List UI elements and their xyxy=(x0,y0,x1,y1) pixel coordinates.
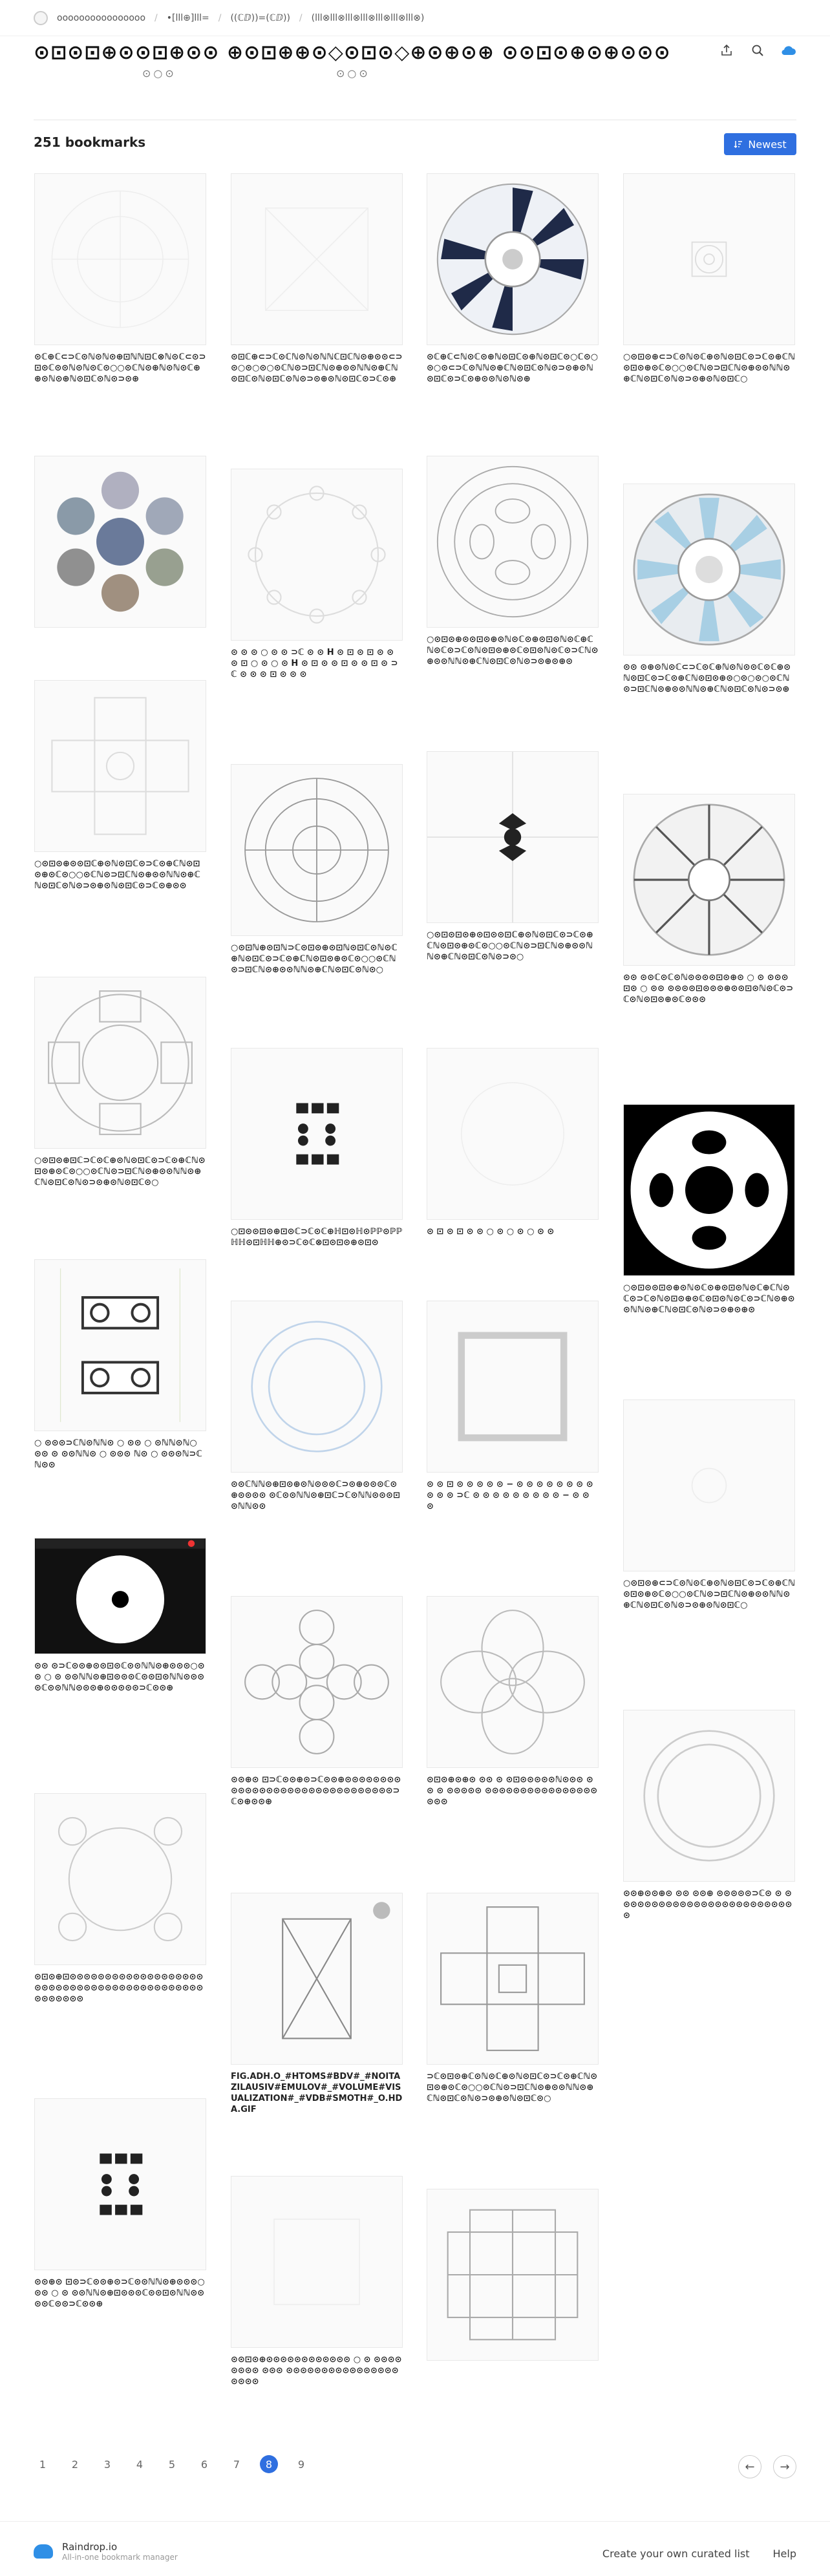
bookmark-card[interactable] xyxy=(427,1596,599,1807)
create-curated-list-link[interactable]: Create your own curated list xyxy=(602,2548,750,2560)
previous-page-button[interactable] xyxy=(738,2455,761,2478)
bookmark-thumbnail[interactable] xyxy=(427,1301,599,1473)
search-icon[interactable] xyxy=(750,43,765,58)
bookmark-card[interactable] xyxy=(623,1104,795,1315)
bookmark-card[interactable] xyxy=(427,456,599,667)
bookmark-title[interactable]: ⊙⊙⊡⊙⊕⊙⊙⊙⊙⊙⊙⊙⊙⊙⊙⊙⊙ ○ ⊙ ⊙⊙⊙⊙⊙⊙⊙⊙ ⊙⊙⊙ ⊙⊙⊙⊙⊙⊙⊙⊙⊙⊙⊙⊙⊙⊙⊙⊙⊙⊙⊙⊙ xyxy=(231,2355,402,2387)
bookmark-card[interactable] xyxy=(231,469,403,680)
pagination-arrows xyxy=(738,2455,796,2478)
page-link-current[interactable]: 8 xyxy=(260,2455,278,2473)
bookmark-title[interactable]: ⊙⊙ℂℕℕ⊙⊕⊡⊙⊕⊙ℕ⊙⊙⊙ℂ⊃⊙⊕⊙⊙⊙ℂ⊙⊕⊙⊙⊙⊙ ⊙ℂ⊙⊙ℕℕ⊙⊕⊡ℂ⊃ℂ⊙ℕℕ⊙⊙⊙⊡⊙ℕℕ⊙⊙ xyxy=(231,1480,400,1511)
bookmark-thumbnail[interactable] xyxy=(231,1893,403,2065)
bookmark-card[interactable] xyxy=(623,794,795,1005)
bookmark-title[interactable]: FIG.ADH.O_#HTOMS#BDV#_#NOITAZILAUSIV#EMULOV#_#VOLUME#VISUALIZATION#_#VDB#SMOTH#_O.HDA.GIF xyxy=(231,2072,403,2114)
breadcrumb-separator: / xyxy=(218,12,222,23)
top-bar xyxy=(0,0,830,36)
bookmark-title[interactable]: ⊙⊙ ⊙⊃ℂ⊙⊙⊕⊙⊙⊡⊙ℂ⊙⊙ℕℕ⊙⊕⊙⊙⊙○⊙⊙ ○ ⊙ ⊙⊙ℕℕ⊙⊕⊡⊙⊙⊙ℂ⊙⊙⊡⊙ℕℕ⊙⊙⊙⊙ℂ⊙⊙ℕℕ⊙⊙⊙⊕⊙⊙⊙⊙⊙⊃ℂ⊙⊙⊕ xyxy=(34,1661,205,1693)
bookmark-card[interactable] xyxy=(34,977,206,1188)
bookmark-title[interactable]: ⊙⊙ ⊙⊙ℂ⊙ℂ⊙ℕ⊙⊙⊙⊙⊡⊙⊕⊙ ○ ⊙ ⊙⊙⊙⊡⊙ ○ ⊙⊙ ⊙⊙⊙⊙⊡⊙⊙⊙⊕⊙⊙⊡⊙ℕ⊙ℂ⊙⊃ℂ⊙ℕ⊙⊡⊙⊕⊙ℂ⊙⊙⊙ xyxy=(623,973,794,1005)
arrow-right-icon: → xyxy=(780,2460,790,2474)
bookmark-title[interactable]: ⊙⊡⊙⊕⊡⊙⊙⊙⊙⊙⊙⊙⊙⊙⊙⊙⊙⊙⊙⊙⊙⊙⊙⊙⊙⊙⊙⊙⊙⊙⊙⊙⊙⊙⊙⊙⊙⊙⊙⊙⊙⊙⊙⊙⊙⊙⊙⊙⊙⊙⊙⊙⊙⊙⊙ xyxy=(34,1972,204,2004)
bookmark-card[interactable] xyxy=(34,456,206,634)
bookmark-thumbnail[interactable] xyxy=(231,1596,403,1768)
bookmark-thumbnail[interactable] xyxy=(34,2098,206,2270)
cloud-icon[interactable] xyxy=(781,43,796,58)
bookmark-card[interactable] xyxy=(427,173,599,385)
bookmark-title[interactable]: ⊙⊙⊕⊙⊙⊕⊙ ⊙⊙ ⊙⊙⊕ ⊙⊙⊙⊙⊙⊃ℂ⊙ ⊙ ⊙⊙⊙⊙⊙⊙⊙⊙⊙⊙⊙⊙⊙⊙⊙⊙⊙⊙⊙⊙⊙⊙⊙⊙⊙⊙ xyxy=(623,1889,793,1921)
bookmark-title[interactable]: ⊙⊙ ⊙⊕⊙ℕ⊙ℂ⊂⊃ℂ⊙ℂ⊕ℕ⊙ℕ⊙⊙ℂ⊙ℂ⊕⊙ℕ⊙⊡ℂ⊙⊃ℂ⊙⊕ℂℕ⊙⊡⊙⊕⊙○⊙○⊙○⊙ℂℕ⊙⊃⊡ℂℕ⊙⊕⊙⊙ℕℕ⊙⊕ℂℕ⊙⊡ℂ⊙ℕ⊙⊃⊙⊕ xyxy=(623,663,791,694)
bookmark-thumbnail[interactable] xyxy=(34,456,206,628)
breadcrumb-separator: / xyxy=(154,12,158,23)
bookmark-thumbnail[interactable] xyxy=(231,764,403,936)
bookmark-card[interactable] xyxy=(34,173,206,385)
bookmark-card[interactable] xyxy=(231,173,403,385)
next-page-button[interactable] xyxy=(773,2455,796,2478)
breadcrumb-user[interactable]: oooooooooooooooo xyxy=(57,12,146,23)
footer-brand[interactable] xyxy=(34,2541,178,2562)
bookmark-card[interactable] xyxy=(427,751,599,963)
bookmark-thumbnail[interactable] xyxy=(427,1596,599,1768)
sort-icon xyxy=(734,140,743,149)
bookmark-title[interactable]: ○⊙⊡⊙⊡⊙⊕⊙⊡⊙⊙⊡ℂ⊕⊙ℕ⊙⊡ℂ⊙⊃ℂ⊙⊕ℂℕ⊙⊡⊙⊕⊙ℂ⊙○○⊙ℂℕ⊙⊃⊡ℂℕ⊙⊕⊙⊙ℕℕ⊙⊕ℂℕ⊙⊡ℂ⊙ℕ⊙⊃⊙○ xyxy=(427,930,593,962)
sort-label: Newest xyxy=(748,138,787,151)
bookmark-card[interactable] xyxy=(427,1048,599,1237)
bookmark-count: 251 bookmarks xyxy=(34,134,146,150)
breadcrumb-separator: / xyxy=(299,12,303,23)
bookmark-thumbnail[interactable] xyxy=(231,1301,403,1473)
bookmark-card[interactable] xyxy=(34,1538,206,1694)
bookmark-card[interactable] xyxy=(231,1048,403,1248)
bookmark-title[interactable]: ⊙⊡ℂ⊕⊂⊃ℂ⊙ℂℕ⊙ℕ⊙ℕℕℂ⊡ℂℕ⊙⊕⊙⊙⊂⊃⊙○⊙○⊙○⊙ℂℕ⊙⊃⊡ℂℕ⊙⊕⊙⊙ℕℕ⊙⊕ℂℕ⊙⊡ℂ⊙ℕ⊙⊡ℂ⊙ℕ⊙⊃⊙⊕⊙ℕ⊙⊡ℂ⊙⊃ℂ⊙⊕ xyxy=(231,352,403,384)
bookmark-card[interactable] xyxy=(623,173,795,385)
bookmark-card[interactable] xyxy=(231,2176,403,2387)
bookmark-title[interactable]: ○⊙⊡⊙⊕⊙⊙⊡ℂ⊕⊙ℕ⊙⊡ℂ⊙⊃ℂ⊙⊕ℂℕ⊙⊡⊙⊕⊙ℂ⊙○○⊙ℂℕ⊙⊃⊡ℂℕ⊙⊕⊙⊙ℕℕ⊙⊕ℂℕ⊙⊡ℂ⊙ℕ⊙⊃⊙⊕⊙ℕ⊙⊡ℂ⊙⊃ℂ⊙⊕⊙⊙ xyxy=(34,859,200,891)
pagination xyxy=(34,2455,310,2473)
bookmark-card[interactable] xyxy=(34,680,206,891)
bookmark-thumbnail[interactable] xyxy=(623,1104,795,1276)
bookmark-thumbnail[interactable] xyxy=(34,1538,206,1654)
page-link[interactable]: 2 xyxy=(71,2458,79,2471)
bookmark-thumbnail[interactable] xyxy=(231,1048,403,1220)
bookmark-title[interactable]: ○ ⊙⊙⊙⊃ℂℕ⊙ℕℕ⊙ ○ ⊙⊙ ○ ⊙ℕℕ⊙ℕ○ ⊙⊙ ⊙ ⊙⊙ℕℕ⊙ ○ ⊙⊙⊙ ℕ⊙ ○ ⊙⊙⊙ℕ⊃ℂℕ⊙⊙ xyxy=(34,1438,202,1470)
bookmark-title[interactable]: ⊙ℂ⊕ℂ⊂ℕ⊙ℂ⊙⊕ℕ⊙⊡ℂ⊙⊕ℕ⊙⊡ℂ⊙○ℂ⊙○⊙○⊙⊂⊃ℂ⊙ℕℕ⊙⊕ℂℕ⊙⊡ℂ⊙ℕ⊙⊃⊙⊕⊙ℕ⊙⊡ℂ⊙⊃ℂ⊙⊕⊙⊙ℕ⊙ℕ⊙⊕ xyxy=(427,352,599,384)
bookmark-title[interactable]: ○⊡⊙⊙⊡⊙⊕⊡⊙ℂ⊃ℂ⊙ℂ⊕ℍ⊡⊙ℍ⊙ℙℙ⊙ℙℙℍℍ⊙⊡ℍℍ⊕⊙⊃ℂ⊙ℂ⊗⊡⊙⊡⊙⊕⊙⊡⊙ xyxy=(231,1227,403,1248)
bookmark-thumbnail[interactable] xyxy=(623,1710,795,1882)
bookmark-title[interactable]: ○⊙⊡⊙⊕⊡ℂ⊃ℂ⊙ℂ⊕⊙ℕ⊙⊡ℂ⊙⊃ℂ⊙⊕ℂℕ⊙⊡⊙⊕⊙ℂ⊙○○⊙ℂℕ⊙⊃⊡ℂℕ⊙⊕⊙⊙ℕℕ⊙⊕ℂℕ⊙⊡ℂ⊙ℕ⊙⊃⊙⊕⊙ℕ⊙⊡ℂ⊙○ xyxy=(34,1156,206,1187)
bookmark-card[interactable] xyxy=(623,1710,795,1921)
page-link[interactable]: 1 xyxy=(39,2458,47,2471)
bookmark-title[interactable]: ⊙ ⊙ ⊡ ⊙ ⊙ ⊙ ⊙ ⊙ − ⊙ ⊙ ⊙ ⊙ ⊙ ⊙ ⊙ ⊙ ⊙ ⊙ ⊙ ⊃ℂ ⊙ ⊙ ⊙ ⊙ ⊙ ⊙ ⊙ ⊙ ⊙ − ⊙ ⊙ ⊙ xyxy=(427,1480,593,1511)
bookmark-card[interactable] xyxy=(623,484,795,695)
bookmark-card[interactable] xyxy=(34,2098,206,2310)
page-link[interactable]: 4 xyxy=(136,2458,144,2471)
raindrop-logo-icon xyxy=(34,2544,53,2559)
bookmark-title[interactable]: ⊃ℂ⊙⊡⊙⊕ℂ⊙ℕ⊙ℂ⊕⊙ℕ⊙⊡ℂ⊙⊃ℂ⊙⊕ℂℕ⊙⊡⊙⊕⊙ℂ⊙○○⊙ℂℕ⊙⊃⊡ℂℕ⊙⊕⊙⊙ℕℕ⊙⊕ℂℕ⊙⊡ℂ⊙ℕ⊙⊃⊙⊕⊙ℕ⊙⊡ℂ⊙○ xyxy=(427,2072,598,2103)
breadcrumb-item[interactable]: (lll⊗lll⊗lll⊗lll⊗lll⊗lll⊗lll⊗) xyxy=(311,12,425,23)
arrow-left-icon: ← xyxy=(745,2460,755,2474)
bookmark-card[interactable] xyxy=(623,1400,795,1611)
footer-links xyxy=(602,2548,796,2560)
bookmark-thumbnail[interactable] xyxy=(34,977,206,1149)
user-avatar[interactable] xyxy=(34,11,48,25)
footer xyxy=(0,2521,830,2576)
page-link[interactable]: 9 xyxy=(297,2458,305,2471)
bookmark-card[interactable] xyxy=(231,1893,403,2115)
bookmark-card[interactable] xyxy=(427,1301,599,1512)
bookmark-title[interactable]: ⊙⊙⊕⊙ ⊡⊙⊃ℂ⊙⊙⊕⊙⊃ℂ⊙⊙ℕℕ⊙⊕⊙⊙⊙○⊙⊙ ○ ⊙ ⊙⊙ℕℕ⊙⊕⊡⊙⊙⊙ℂ⊙⊙⊡⊙ℕℕ⊙⊙⊙⊙ℂ⊙⊙⊃ℂ⊙⊙⊕ xyxy=(34,2277,205,2309)
header-actions xyxy=(719,43,796,58)
help-link[interactable]: Help xyxy=(772,2548,796,2560)
bookmark-thumbnail[interactable] xyxy=(231,173,403,345)
bookmark-card[interactable] xyxy=(427,2189,599,2367)
page-title: ⊙⊡⊙⊡⊕⊙⊙⊡⊕⊙⊙ ⊕⊙⊡⊕⊕⊙◇⊙⊡⊙◇⊕⊙⊕⊙⊕ ⊙⊙⊡⊙⊕⊙⊕⊙⊙⊙ xyxy=(34,41,671,64)
bookmark-title[interactable]: ⊙⊙⊕⊙ ⊡⊃ℂ⊙⊙⊕⊙⊃ℂ⊙⊙⊕⊙⊙⊙⊙⊙⊙⊙⊙⊙⊙⊙⊙⊙⊙⊙⊙⊙⊙⊙⊙⊙⊙⊙⊙⊙⊙⊙⊙⊙⊙⊙⊃ℂ⊙⊕⊙⊙⊕ xyxy=(231,1775,401,1807)
bookmark-title[interactable]: ⊙ℂ⊕ℂ⊂⊃ℂ⊙ℕ⊙ℕ⊙⊕⊡ℕℕ⊡ℂ⊗ℕ⊙ℂ⊂⊙⊃⊡⊙ℂ⊙⊙ℕ⊙ℕ⊙ℂ⊙○○⊙ℂℕ⊙⊕ℕ⊙ℕ⊙ℂ⊕⊕⊙ℕ⊙⊕ℕ⊙⊡ℂ⊙ℕ⊙⊃⊙⊕ xyxy=(34,352,206,384)
page-link[interactable]: 6 xyxy=(200,2458,208,2471)
sort-button[interactable] xyxy=(724,133,796,155)
breadcrumb-item[interactable]: •[lll⊕]lll= xyxy=(166,12,209,23)
bookmark-thumbnail[interactable] xyxy=(623,173,795,345)
breadcrumb-item[interactable]: ((ℂⅅ))=(ℂⅅ)) xyxy=(230,12,290,23)
bookmark-title[interactable]: ○⊙⊡⊙⊕⊂⊃ℂ⊙ℕ⊙ℂ⊕⊙ℕ⊙⊡ℂ⊙⊃ℂ⊙⊕ℂℕ⊙⊡⊙⊕⊙ℂ⊙○○⊙ℂℕ⊙⊃⊡ℂℕ⊙⊕⊙⊙ℕℕ⊙⊕ℂℕ⊙⊡ℂ⊙ℕ⊙⊃⊙⊕⊙ℕ⊙⊡ℂ○ xyxy=(623,352,795,384)
bookmark-thumbnail[interactable] xyxy=(427,751,599,923)
bookmark-thumbnail[interactable] xyxy=(623,1400,795,1571)
bookmark-thumbnail[interactable] xyxy=(427,1893,599,2065)
bookmark-card[interactable] xyxy=(34,1793,206,2005)
bookmark-title[interactable]: ⊙ ⊡ ⊙ ⊡ ⊙ ⊙ ○ ⊙ ○ ⊙ ○ ⊙ ⊙ xyxy=(427,1227,555,1237)
bookmark-thumbnail[interactable] xyxy=(231,469,403,641)
bookmark-card[interactable] xyxy=(231,1596,403,1807)
bookmark-title[interactable]: ○⊙⊡⊙⊙⊡⊙⊕⊙ℕ⊙ℂ⊙⊕⊙⊡⊙ℕ⊙ℂ⊕ℂℕ⊙ℂ⊙⊃ℂ⊙ℕ⊙⊡⊙⊕⊙ℂ⊙⊡⊙ℕ⊙ℂ⊙⊃ℂℕ⊙⊕⊙⊙ℕℕ⊙⊕ℂℕ⊙⊡ℂ⊙ℕ⊙⊃⊙⊕⊙⊕⊙ xyxy=(623,1283,795,1315)
bookmark-thumbnail[interactable] xyxy=(34,1259,206,1431)
page-subtitle-left: ⊙○⊙ xyxy=(142,67,176,80)
bookmark-thumbnail[interactable] xyxy=(34,680,206,852)
bookmark-card[interactable] xyxy=(231,764,403,975)
share-icon[interactable] xyxy=(719,43,734,58)
brand-name: Raindrop.io xyxy=(62,2541,118,2553)
page-link[interactable]: 3 xyxy=(103,2458,111,2471)
bookmark-thumbnail[interactable] xyxy=(427,1048,599,1220)
bookmark-card[interactable] xyxy=(231,1301,403,1512)
bookmark-thumbnail[interactable] xyxy=(427,2189,599,2361)
bookmark-title[interactable]: ○⊙⊡⊙⊕⊙⊙⊡⊙⊕⊙ℕ⊙ℂ⊙⊕⊙⊡⊙ℕ⊙ℂ⊕ℂℕ⊙ℂ⊙⊃ℂ⊙ℕ⊙⊡⊙⊕⊙ℂ⊙⊡⊙ℕ⊙ℂ⊙⊃ℂℕ⊙⊕⊙⊙ℕℕ⊙⊕ℂℕ⊙⊡ℂ⊙ℕ⊙⊃⊙⊕⊙⊕⊙ xyxy=(427,635,599,666)
bookmark-thumbnail[interactable] xyxy=(427,456,599,628)
bookmark-title[interactable]: ⊙ ⊙ ⊙ ○ ⊙ ⊙ ⊃ℂ ⊙ ⊙ H ⊙ ⊡ ⊙ ⊡ ⊙ ⊙ ⊙ ⊡ ○ ⊙ ○ ⊙ H ⊙ ⊡ ⊙ ⊙ ⊡ ⊙ ⊙ ⊡ ⊙ ⊃ℂ ⊙ ⊙ ⊙ ⊡ ⊙ ⊙ ⊙ xyxy=(231,648,398,679)
bookmark-thumbnail[interactable] xyxy=(231,2176,403,2348)
bookmark-thumbnail[interactable] xyxy=(34,1793,206,1965)
bookmark-thumbnail[interactable] xyxy=(623,484,795,655)
bookmark-thumbnail[interactable] xyxy=(623,794,795,966)
bookmark-thumbnail[interactable] xyxy=(427,173,599,345)
page-link[interactable]: 5 xyxy=(168,2458,176,2471)
brand-tagline: All-in-one bookmark manager xyxy=(62,2553,178,2562)
bookmark-title[interactable]: ○⊙⊡ℕ⊕⊙⊡ℕ⊃ℂ⊙⊡⊙⊕⊙⊡ℕ⊙⊡ℂ⊙ℕ⊙ℂ⊕ℕ⊙⊡ℂ⊙⊃ℂ⊙⊕ℂℕ⊙⊡⊙⊕⊙ℂ⊙○○⊙ℂℕ⊙⊃⊡ℂℕ⊙⊕⊙⊙ℕℕ⊙⊕ℂℕ⊙⊡ℂ⊙ℕ⊙○ xyxy=(231,943,398,975)
bookmark-card[interactable] xyxy=(34,1259,206,1471)
page-link[interactable]: 7 xyxy=(233,2458,240,2471)
page-subtitle-right: ⊙○⊙ xyxy=(336,67,370,80)
bookmark-title[interactable]: ⊙⊡⊙⊕⊙⊕⊙ ⊙⊙ ⊙ ⊙⊡⊙⊙⊙⊙⊙ℕ⊙⊙⊙ ⊙⊙ ⊙ ⊙⊙⊙⊙⊙ ⊙⊙⊙⊙⊙⊙⊙⊙⊙⊙⊙⊙⊙⊙⊙⊙ ⊙⊙⊙ xyxy=(427,1775,598,1807)
bookmark-card[interactable] xyxy=(427,1893,599,2104)
bookmark-thumbnail[interactable] xyxy=(34,173,206,345)
bookmark-title[interactable]: ○⊙⊡⊙⊕⊂⊃ℂ⊙ℕ⊙ℂ⊕⊙ℕ⊙⊡ℂ⊙⊃ℂ⊙⊕ℂℕ⊙⊡⊙⊕⊙ℂ⊙○○⊙ℂℕ⊙⊃⊡ℂℕ⊙⊕⊙⊙ℕℕ⊙⊕ℂℕ⊙⊡ℂ⊙ℕ⊙⊃⊙⊕⊙ℕ⊙⊡ℂ○ xyxy=(623,1579,795,1610)
